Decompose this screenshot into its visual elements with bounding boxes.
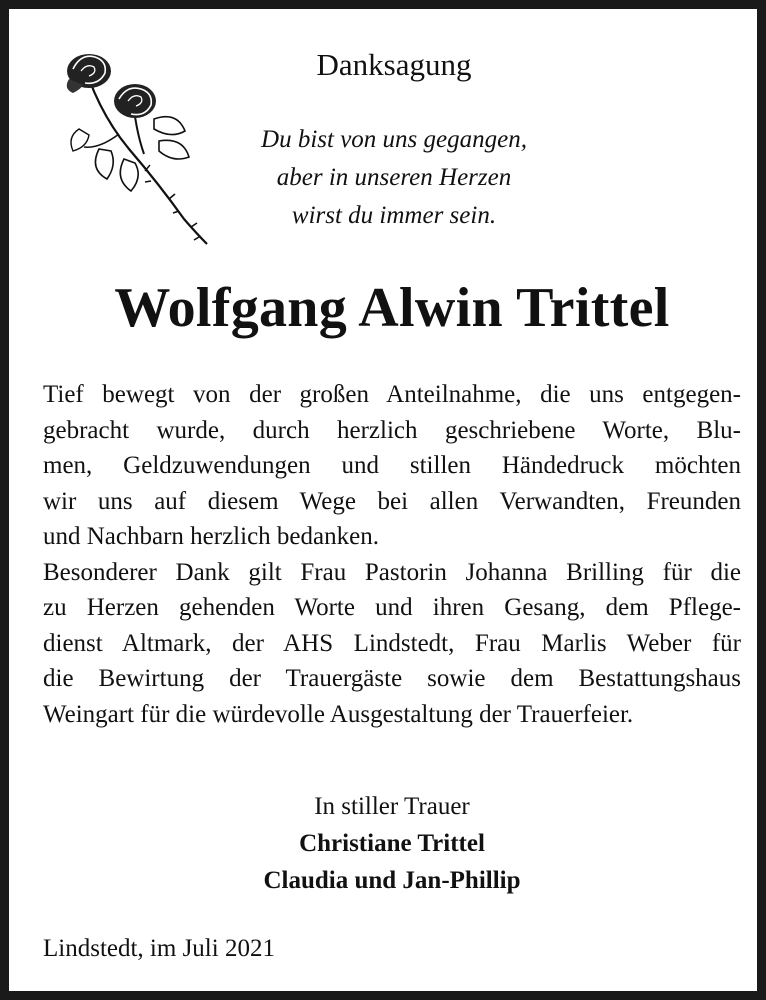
mourners-block [109,788,675,899]
quote-line: Du bist von uns gegangen, [261,126,527,153]
paragraph1-line: Tief bewegt von der großen Anteilnahme, die uns entgegen- [43,381,741,408]
memorial-quote [209,121,579,235]
quote-line: aber in unseren Herzen [276,164,512,191]
paragraph1-line: wir uns auf diesem Wege bei allen Verwandten, Freunden [43,487,741,515]
rose-icon [59,39,219,249]
deceased-name: Wolfgang Alwin Trittel [114,277,670,339]
paragraph1-line: und Nachbarn herzlich bedanken. [43,523,379,550]
mourner-name: Christiane Trittel [299,830,485,857]
thank-you-text [43,377,741,732]
paragraph2-line: dienst Altmark, der AHS Lindstedt, Frau Marlis Weber für [43,629,741,657]
place-date: Lindstedt, im Juli 2021 [43,935,275,962]
paragraph2-line: zu Herzen gehenden Worte und ihren Gesang, dem Pflege- [43,594,741,621]
paragraph2-line: Besonderer Dank gilt Frau Pastorin Johanna Brilling für die [43,558,741,586]
mourner-name: Claudia und Jan-Phillip [263,867,521,894]
paragraph2-line: Weingart für die würdevolle Ausgestaltung der Trauerfeier. [43,700,634,728]
paragraph2-line: die Bewirtung der Trauergäste sowie dem Bestattungshaus [43,665,741,692]
quote-line: wirst du immer sein. [291,202,497,229]
paragraph1-line: gebracht wurde, durch herzlich geschriebene Worte, Blu- [43,416,741,444]
mourning-line: In stiller Trauer [314,793,470,820]
ad-heading: Danksagung [316,47,472,82]
paragraph1-line: men, Geldzuwendungen und stillen Händedruck möchten [43,452,741,479]
